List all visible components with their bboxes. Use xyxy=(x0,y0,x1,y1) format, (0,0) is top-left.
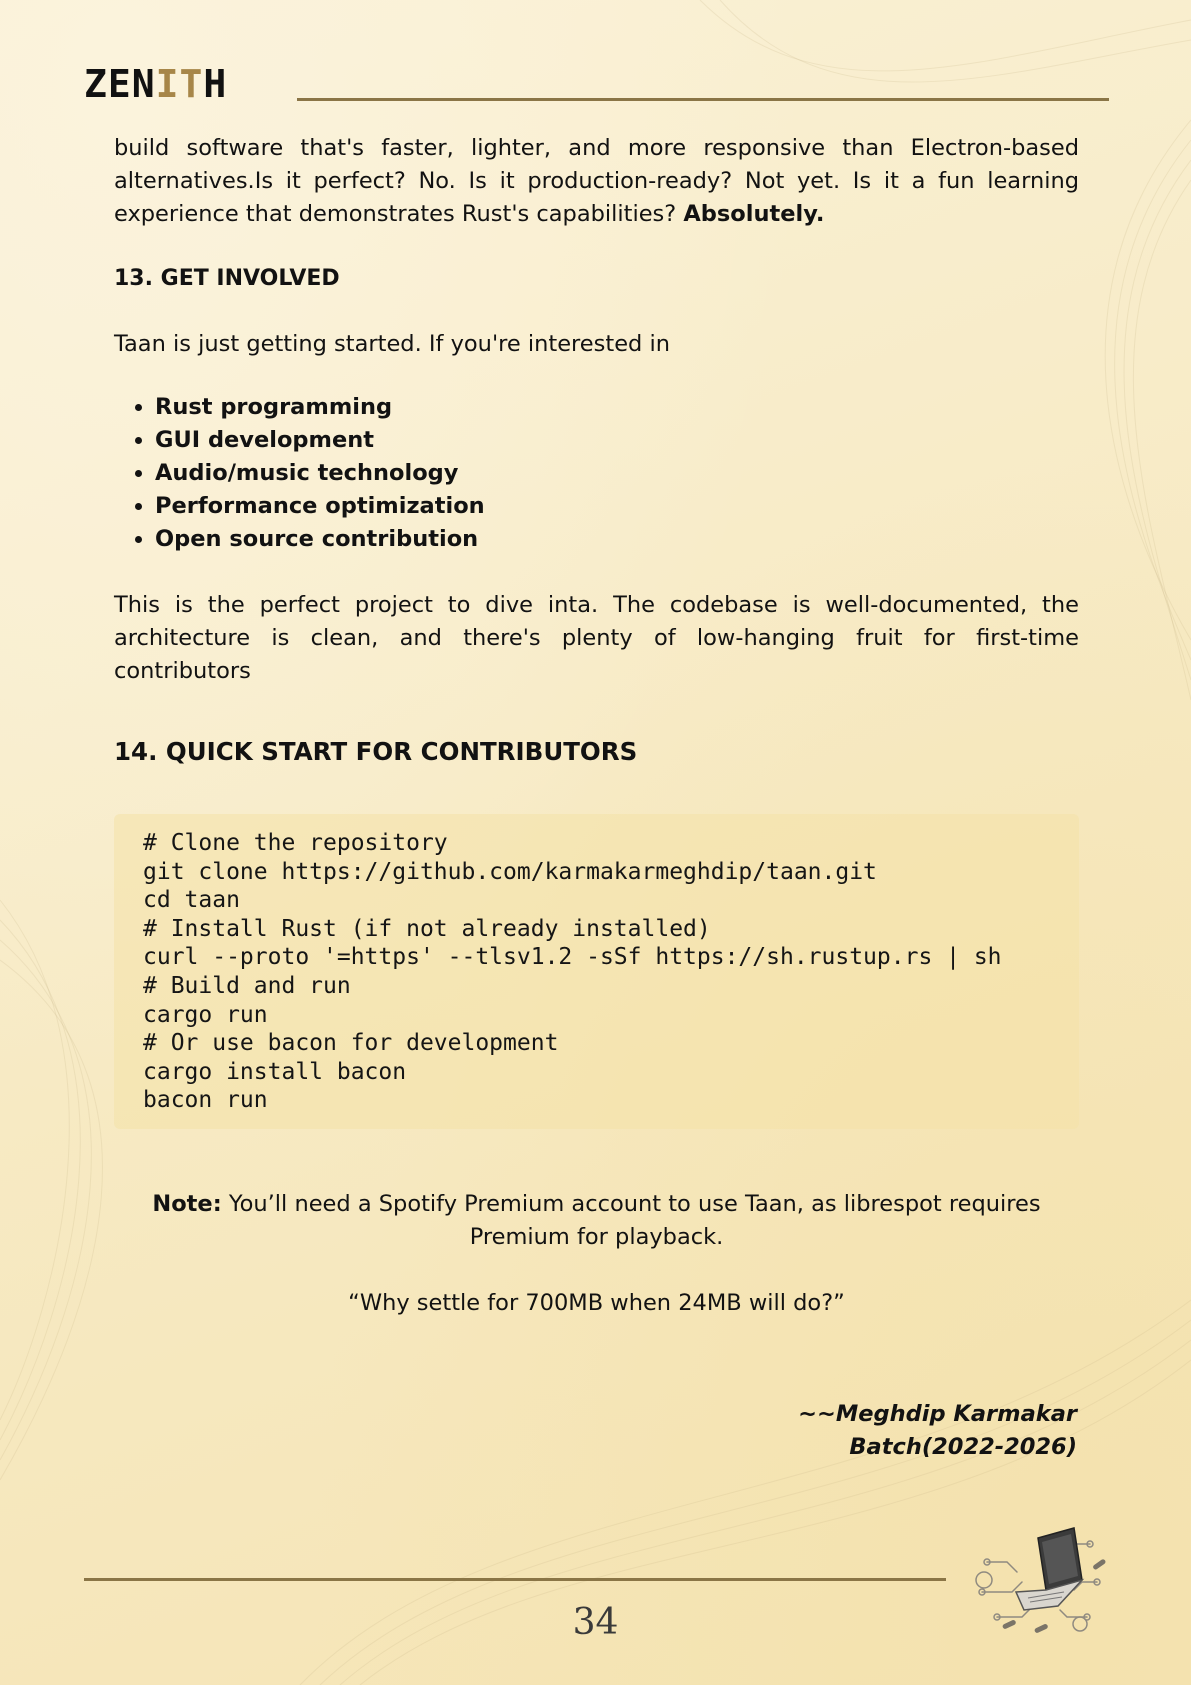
intro-paragraph-text: build software that's faster, lighter, and more responsive than Electron-based alternatives.Is it perfect? No. Is it production-ready? Not yet. Is it a fun learning experience that demonstrates Rust's capabilities? xyxy=(114,135,1079,227)
author-batch: Batch(2022-2026) xyxy=(849,1433,1077,1460)
section-14-heading: 14. QUICK START FOR CONTRIBUTORS xyxy=(114,737,638,766)
intro-paragraph-emphasis: Absolutely. xyxy=(683,201,825,227)
code-line: # Clone the repository xyxy=(143,830,448,856)
code-line: curl --proto '=https' --tlsv1.2 -sSf https://sh.rustup.rs | sh xyxy=(143,944,1002,971)
interest-list xyxy=(114,391,1079,556)
intro-paragraph xyxy=(114,132,1079,231)
list-item: • Audio/music technology xyxy=(155,457,1079,490)
list-item: • Open source contribution xyxy=(155,523,1079,556)
code-line: cd taan xyxy=(143,887,240,914)
section-13-heading: 13. GET INVOLVED xyxy=(114,266,340,291)
code-line: cargo install bacon xyxy=(143,1058,407,1085)
author-name: ~~Meghdip Karmakar xyxy=(798,1400,1077,1427)
logo-text-start: ZEN xyxy=(84,62,156,106)
logo-text-end: H xyxy=(203,62,228,106)
zenith-logo xyxy=(84,64,227,104)
section-13-closing: This is the perfect project to dive inta. The codebase is well-documented, the architecture is clean, and there's plenty of low-hanging fruit for first-time contributors xyxy=(114,592,1079,684)
laptop-circuit-icon xyxy=(972,1522,1112,1638)
footer-divider xyxy=(84,1578,946,1581)
code-line: bacon run xyxy=(143,1087,268,1114)
note-label: Note: xyxy=(152,1190,222,1217)
code-line: git clone https://github.com/karmakarmeghdip/taan.git xyxy=(143,858,877,885)
note-text: You’ll need a Spotify Premium account to use Taan, as librespot requires Premium for playback. xyxy=(221,1190,1041,1250)
logo-text-accent: IT xyxy=(155,62,204,106)
code-line: # Install Rust (if not already installed) xyxy=(143,915,711,942)
tagline-quote: “Why settle for 700MB when 24MB will do?” xyxy=(348,1289,845,1316)
code-line: # Or use bacon for development xyxy=(143,1030,559,1057)
header-divider xyxy=(297,98,1109,101)
list-item: • Rust programming xyxy=(155,391,1079,424)
author-signature xyxy=(114,1398,1079,1464)
page-number: 34 xyxy=(572,1602,619,1643)
code-line: cargo run xyxy=(143,1001,268,1028)
section-13-intro: Taan is just getting started. If you're interested in xyxy=(114,331,670,357)
list-item: • GUI development xyxy=(155,424,1079,457)
premium-note xyxy=(114,1188,1079,1254)
code-line: # Build and run xyxy=(143,972,351,999)
code-block xyxy=(114,814,1079,1129)
article-body xyxy=(114,132,1079,1464)
list-item: • Performance optimization xyxy=(155,490,1079,523)
